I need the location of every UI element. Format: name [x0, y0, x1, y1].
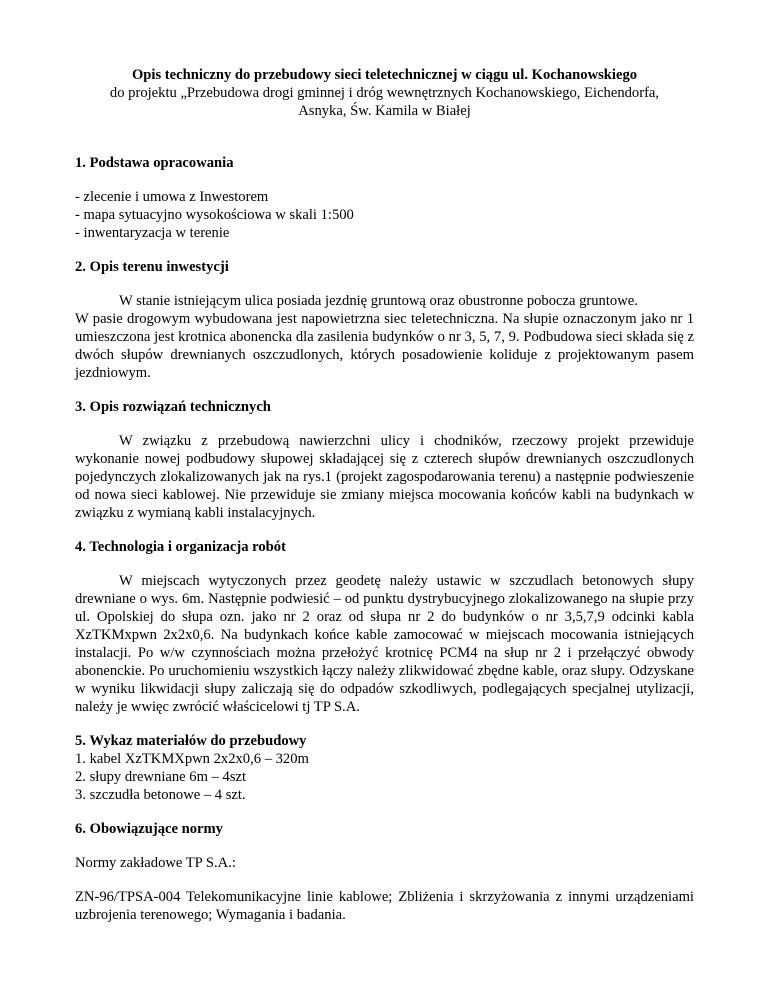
section-1-list: [75, 188, 694, 242]
list-item: 2. słupy drewniane 6m – 4szt: [75, 769, 247, 785]
title-line-3: Asnyka, Św. Kamila w Białej: [298, 103, 471, 119]
norms-text: ZN-96/TPSA-004 Telekomunikacyjne linie kablowe; Zbliżenia i skrzyżowania z innymi urządzeniami uzbrojenia terenowego; Wymagania i badania.: [75, 889, 694, 923]
title-line-2: do projektu „Przebudowa drogi gminnej i dróg wewnętrznych Kochanowskiego, Eichendorfa,: [109, 85, 660, 101]
section-2-body: [75, 292, 694, 382]
section-4-heading: 4. Technologia i organizacja robót: [75, 539, 286, 555]
title-line-1: Opis techniczny do przebudowy sieci teletechnicznej w ciągu ul. Kochanowskiego: [131, 67, 638, 83]
norms-label: Normy zakładowe TP S.A.:: [75, 855, 236, 871]
section-5-heading: 5. Wykaz materiałów do przebudowy: [75, 733, 307, 749]
document-title: [75, 66, 694, 120]
list-item: 3. szczudła betonowe – 4 szt.: [75, 787, 246, 803]
section-3-heading: 3. Opis rozwiązań technicznych: [75, 399, 271, 415]
list-item: - mapa sytuacyjno wysokościowa w skali 1:500: [75, 207, 354, 223]
list-item: 1. kabel XzTKMXpwn 2x2x0,6 – 320m: [75, 751, 309, 767]
section-2-heading: 2. Opis terenu inwestycji: [75, 259, 229, 275]
list-item: - zlecenie i umowa z Inwestorem: [75, 189, 269, 205]
materials-list: [75, 750, 694, 804]
section-6-heading: 6. Obowiązujące normy: [75, 821, 223, 837]
section-3-paragraph: W związku z przebudową nawierzchni ulicy i chodników, rzeczowy projekt przewiduje wykonanie nowej podbudowy słupowej składającej się z czterech słupów drewnianych oszczudlonych pojedynczych zlokalizowanych jak na rys.1 (projekt zagospodarowania terenu) a następnie podwieszenie od nowa sieci kablowej. Nie przewiduje sie zmiany miejsca mocowania końców kabli na budynkach w związku z wymianą kabli instalacyjnych.: [75, 433, 694, 521]
section-2-paragraph: W pasie drogowym wybudowana jest napowietrzna siec teletechniczna. Na słupie oznaczonym jako nr 1 umieszczona jest krotnica abonencka dla zasilenia budynków o nr 3, 5, 7, 9. Podbudowa sieci składa się z dwóch słupów drewnianych oszczudlonych, których posadowienie koliduje z projektowanym pasem jezdniowym.: [75, 311, 694, 381]
section-4-paragraph: W miejscach wytyczonych przez geodetę należy ustawic w szczudlach betonowych słupy drewniane o wys. 6m. Następnie podwiesić – od punktu dystrybucyjnego zlokalizowanego na słupie przy ul. Opolskiej do słupa ozn. jako nr 2 oraz od słupa nr 2 do budynków o nr 3,5,7,9 odcinki kabla XzTKMxpwn 2x2x0,6. Na budynkach końce kable zamocować w miejscach mocowania istniejących instalacji. Po w/w czynnościach można przełożyć krotnicę PCM4 na słup nr 2 i przełączyć obwody abonenckie. Po uruchomieniu wszystkich łączy należy zlikwidować zbędne kable, oraz słupy. Odzyskane w wyniku likwidacji słupy zaliczają się do odpadów szkodliwych, podlegających specjalnej utylizacji, należy je wwięc zwrócić właścicelowi tj TP S.A.: [75, 573, 694, 715]
section-2-first-line: W stanie istniejącym ulica posiada jezdnię gruntową oraz obustronne pobocza gruntowe.: [119, 293, 638, 309]
section-1-heading: 1. Podstawa opracowania: [75, 155, 234, 171]
list-item: - inwentaryzacja w terenie: [75, 225, 230, 241]
